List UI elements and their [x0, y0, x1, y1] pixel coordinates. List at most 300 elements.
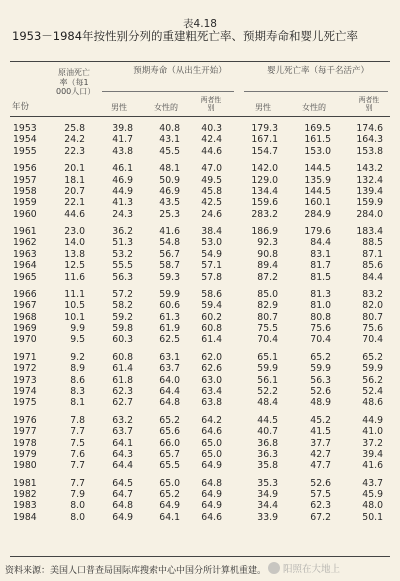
- im-male-cell: 134.4: [251, 185, 278, 197]
- im-male-cell: 154.7: [251, 145, 278, 157]
- year-cell: 1966: [13, 289, 37, 301]
- crude-death-rate-cell: 8.0: [70, 500, 85, 512]
- im-male-cell: 48.4: [257, 397, 278, 409]
- bottom-rule: [10, 556, 390, 557]
- im-male-cell: 92.3: [257, 237, 278, 249]
- year-cell: 1955: [13, 145, 37, 157]
- im-female-cell: 81.3: [310, 289, 331, 301]
- le-male-cell: 44.9: [112, 185, 133, 197]
- le-female-cell: 65.0: [159, 477, 180, 489]
- le-female-cell: 64.9: [159, 500, 180, 512]
- im-female-cell: 67.2: [310, 511, 331, 523]
- im-female-cell: 59.9: [310, 363, 331, 375]
- year-cell: 1964: [13, 260, 37, 272]
- table-row: [0, 163, 400, 174]
- table-row: [0, 460, 400, 471]
- year-cell: 1974: [13, 385, 37, 397]
- crude-death-rate-cell: 11.6: [64, 271, 85, 283]
- le-female-cell: 46.9: [159, 185, 180, 197]
- year-cell: 1962: [13, 237, 37, 249]
- year-cell: 1958: [13, 185, 37, 197]
- year-cell: 1965: [13, 271, 37, 283]
- le-male-cell: 64.7: [112, 489, 133, 501]
- year-cell: 1977: [13, 426, 37, 438]
- table-row: [0, 300, 400, 311]
- table-row: [0, 272, 400, 283]
- table-row: [0, 334, 400, 345]
- im-female-cell: 81.7: [310, 260, 331, 272]
- im-both-cell: 48.6: [362, 397, 383, 409]
- im-both-cell: 139.4: [356, 185, 383, 197]
- le-both-cell: 63.4: [201, 385, 222, 397]
- table-row: [0, 438, 400, 449]
- le-female-header: 女性的: [154, 103, 178, 112]
- im-female-cell: 65.2: [310, 351, 331, 363]
- crude-death-rate-cell: 18.1: [64, 174, 85, 186]
- crude-death-rate-cell: 9.9: [70, 323, 85, 335]
- le-both-cell: 60.8: [201, 323, 222, 335]
- im-both-cell: 153.8: [356, 145, 383, 157]
- table-row: [0, 449, 400, 460]
- le-both-cell: 45.8: [201, 185, 222, 197]
- im-male-cell: 44.5: [257, 414, 278, 426]
- im-male-cell: 36.8: [257, 437, 278, 449]
- le-female-cell: 64.4: [159, 385, 180, 397]
- crude-death-rate-cell: 7.5: [70, 437, 85, 449]
- le-both-cell: 38.4: [201, 226, 222, 238]
- im-both-cell: 83.2: [362, 289, 383, 301]
- le-both-cell: 58.6: [201, 289, 222, 301]
- im-both-cell: 88.5: [362, 237, 383, 249]
- le-both-cell: 57.8: [201, 271, 222, 283]
- le-female-cell: 61.3: [159, 311, 180, 323]
- le-female-cell: 64.1: [159, 511, 180, 523]
- im-both-cell: 159.9: [356, 197, 383, 209]
- table-title: 1953－1984年按性别分列的重建粗死亡率、预期寿命和婴儿死亡率: [12, 29, 359, 43]
- im-male-cell: 89.4: [257, 260, 278, 272]
- table-row: [0, 500, 400, 511]
- year-group: [0, 289, 400, 346]
- le-both-cell: 24.6: [201, 208, 222, 220]
- le-both-cell: 62.6: [201, 363, 222, 375]
- crude-death-rate-cell: 8.3: [70, 385, 85, 397]
- le-both-cell: 65.0: [201, 437, 222, 449]
- le-male-cell: 59.2: [112, 311, 133, 323]
- le-female-cell: 64.0: [159, 374, 180, 386]
- le-female-cell: 62.5: [159, 334, 180, 346]
- crude-death-rate-cell: 12.5: [64, 260, 85, 272]
- year-cell: 1980: [13, 460, 37, 472]
- im-male-header: 男性: [255, 103, 271, 112]
- table-row: [0, 426, 400, 437]
- table-row: [0, 397, 400, 408]
- le-female-cell: 48.1: [159, 163, 180, 175]
- year-cell: 1984: [13, 511, 37, 523]
- year-cell: 1972: [13, 363, 37, 375]
- table-row: [0, 289, 400, 300]
- le-both-cell: 64.8: [201, 477, 222, 489]
- im-male-cell: 70.4: [257, 334, 278, 346]
- table-row: [0, 226, 400, 237]
- le-male-cell: 64.8: [112, 500, 133, 512]
- im-both-header: 两者性别: [358, 96, 380, 112]
- year-cell: 1957: [13, 174, 37, 186]
- life-expectancy-underline: [102, 91, 234, 92]
- im-female-cell: 160.1: [304, 197, 331, 209]
- crude-death-rate-cell: 7.6: [70, 448, 85, 460]
- le-female-cell: 59.3: [159, 271, 180, 283]
- im-male-cell: 87.2: [257, 271, 278, 283]
- year-group: [0, 478, 400, 523]
- crude-death-rate-cell: 7.7: [70, 477, 85, 489]
- im-both-cell: 87.1: [362, 248, 383, 260]
- le-both-cell: 60.2: [201, 311, 222, 323]
- le-male-cell: 53.2: [112, 248, 133, 260]
- im-both-cell: 37.2: [362, 437, 383, 449]
- header-rule: [10, 116, 390, 117]
- im-male-cell: 40.7: [257, 426, 278, 438]
- life-expectancy-group-header: 预期寿命（从出生开始）: [133, 66, 227, 76]
- le-male-cell: 63.7: [112, 426, 133, 438]
- im-male-cell: 75.5: [257, 323, 278, 335]
- im-both-cell: 174.6: [356, 123, 383, 134]
- le-both-cell: 64.6: [201, 511, 222, 523]
- table-row: [0, 323, 400, 334]
- im-female-cell: 70.4: [310, 334, 331, 346]
- le-male-cell: 43.8: [112, 145, 133, 157]
- le-male-cell: 60.8: [112, 351, 133, 363]
- year-group: [0, 415, 400, 472]
- le-female-cell: 45.5: [159, 145, 180, 157]
- le-male-cell: 36.2: [112, 226, 133, 238]
- le-both-cell: 59.4: [201, 300, 222, 312]
- crude-death-rate-cell: 8.6: [70, 374, 85, 386]
- le-female-cell: 54.8: [159, 237, 180, 249]
- im-both-cell: 41.6: [362, 460, 383, 472]
- im-female-cell: 48.9: [310, 397, 331, 409]
- le-male-cell: 64.5: [112, 477, 133, 489]
- table-row: [0, 186, 400, 197]
- im-both-cell: 43.7: [362, 477, 383, 489]
- year-cell: 1969: [13, 323, 37, 335]
- le-male-cell: 39.8: [112, 123, 133, 134]
- im-male-cell: 34.9: [257, 489, 278, 501]
- year-cell: 1983: [13, 500, 37, 512]
- im-both-cell: 132.4: [356, 174, 383, 186]
- le-both-cell: 42.5: [201, 197, 222, 209]
- im-female-cell: 179.6: [304, 226, 331, 238]
- im-both-cell: 65.2: [362, 351, 383, 363]
- table-row: [0, 134, 400, 145]
- le-female-cell: 58.7: [159, 260, 180, 272]
- im-female-cell: 37.7: [310, 437, 331, 449]
- table-row: [0, 478, 400, 489]
- im-male-cell: 85.0: [257, 289, 278, 301]
- le-both-cell: 63.8: [201, 397, 222, 409]
- im-female-cell: 45.2: [310, 414, 331, 426]
- im-both-cell: 56.2: [362, 374, 383, 386]
- le-both-cell: 47.0: [201, 163, 222, 175]
- table-row: [0, 146, 400, 157]
- table-row: [0, 312, 400, 323]
- crude-death-rate-cell: 7.9: [70, 489, 85, 501]
- im-both-cell: 164.3: [356, 134, 383, 146]
- le-male-cell: 64.9: [112, 511, 133, 523]
- le-both-cell: 64.9: [201, 460, 222, 472]
- le-male-cell: 64.1: [112, 437, 133, 449]
- year-cell: 1981: [13, 477, 37, 489]
- source-note: 资料来源：美国人口普查局国际库搜索中心中国分所计算机重建。: [5, 566, 267, 576]
- im-female-cell: 62.3: [310, 500, 331, 512]
- crude-death-rate-cell: 22.1: [64, 197, 85, 209]
- le-both-cell: 49.5: [201, 174, 222, 186]
- im-female-cell: 52.6: [310, 477, 331, 489]
- crude-death-rate-cell: 13.8: [64, 248, 85, 260]
- le-female-cell: 41.6: [159, 226, 180, 238]
- im-male-cell: 129.0: [251, 174, 278, 186]
- le-female-cell: 66.0: [159, 437, 180, 449]
- im-female-cell: 81.0: [310, 300, 331, 312]
- le-female-cell: 40.8: [159, 123, 180, 134]
- im-female-cell: 75.6: [310, 323, 331, 335]
- crude-death-rate-cell: 8.1: [70, 397, 85, 409]
- im-female-cell: 83.1: [310, 248, 331, 260]
- le-male-cell: 58.2: [112, 300, 133, 312]
- year-group: [0, 352, 400, 409]
- le-female-cell: 56.7: [159, 248, 180, 260]
- im-male-cell: 283.2: [251, 208, 278, 220]
- im-both-cell: 80.7: [362, 311, 383, 323]
- year-group: [0, 123, 400, 157]
- im-both-cell: 85.6: [362, 260, 383, 272]
- im-male-cell: 59.9: [257, 363, 278, 375]
- le-both-cell: 53.0: [201, 237, 222, 249]
- im-both-cell: 50.1: [362, 511, 383, 523]
- le-both-cell: 44.6: [201, 145, 222, 157]
- year-cell: 1975: [13, 397, 37, 409]
- im-male-cell: 82.9: [257, 300, 278, 312]
- le-female-cell: 63.1: [159, 351, 180, 363]
- le-male-cell: 51.3: [112, 237, 133, 249]
- im-both-cell: 48.0: [362, 500, 383, 512]
- im-female-cell: 144.5: [304, 185, 331, 197]
- im-both-cell: 70.4: [362, 334, 383, 346]
- year-cell: 1959: [13, 197, 37, 209]
- crude-death-rate-cell: 44.6: [64, 208, 85, 220]
- im-male-cell: 186.9: [251, 226, 278, 238]
- year-cell: 1976: [13, 414, 37, 426]
- infant-mortality-underline: [244, 91, 388, 92]
- im-male-cell: 35.8: [257, 460, 278, 472]
- le-male-cell: 59.8: [112, 323, 133, 335]
- le-female-cell: 43.1: [159, 134, 180, 146]
- im-female-cell: 56.3: [310, 374, 331, 386]
- im-female-cell: 47.7: [310, 460, 331, 472]
- le-male-cell: 46.1: [112, 163, 133, 175]
- year-cell: 1970: [13, 334, 37, 346]
- year-cell: 1953: [13, 123, 37, 134]
- year-group: [0, 163, 400, 220]
- le-female-cell: 65.2: [159, 489, 180, 501]
- le-male-cell: 63.2: [112, 414, 133, 426]
- le-female-cell: 60.6: [159, 300, 180, 312]
- year-cell: 1956: [13, 163, 37, 175]
- crude-death-rate-cell: 11.1: [64, 289, 85, 301]
- table-body: [0, 123, 400, 529]
- le-female-cell: 59.9: [159, 289, 180, 301]
- watermark-icon: [268, 562, 280, 574]
- le-both-cell: 42.4: [201, 134, 222, 146]
- le-both-cell: 40.3: [201, 123, 222, 134]
- le-female-cell: 50.9: [159, 174, 180, 186]
- im-female-cell: 284.9: [304, 208, 331, 220]
- le-male-cell: 61.4: [112, 363, 133, 375]
- im-female-cell: 81.5: [310, 271, 331, 283]
- le-male-cell: 64.4: [112, 460, 133, 472]
- im-female-cell: 144.5: [304, 163, 331, 175]
- le-female-cell: 65.5: [159, 460, 180, 472]
- im-female-header: 女性的: [302, 103, 326, 112]
- im-male-cell: 52.2: [257, 385, 278, 397]
- im-female-cell: 84.4: [310, 237, 331, 249]
- table-row: [0, 512, 400, 523]
- year-cell: 1954: [13, 134, 37, 146]
- im-both-cell: 84.4: [362, 271, 383, 283]
- crude-death-rate-cell: 10.1: [64, 311, 85, 323]
- im-female-cell: 135.9: [304, 174, 331, 186]
- le-female-cell: 65.6: [159, 426, 180, 438]
- le-female-cell: 63.7: [159, 363, 180, 375]
- im-male-cell: 56.1: [257, 374, 278, 386]
- crude-death-rate-cell: 7.8: [70, 414, 85, 426]
- le-female-cell: 43.5: [159, 197, 180, 209]
- le-both-header: 两者性别: [200, 96, 222, 112]
- year-cell: 1978: [13, 437, 37, 449]
- le-both-cell: 64.2: [201, 414, 222, 426]
- le-male-cell: 57.2: [112, 289, 133, 301]
- im-male-cell: 167.1: [251, 134, 278, 146]
- crude-death-rate-cell: 9.5: [70, 334, 85, 346]
- crude-death-rate-cell: 20.7: [64, 185, 85, 197]
- le-male-cell: 41.3: [112, 197, 133, 209]
- im-female-cell: 80.8: [310, 311, 331, 323]
- le-female-cell: 61.9: [159, 323, 180, 335]
- le-male-cell: 41.7: [112, 134, 133, 146]
- im-both-cell: 284.0: [356, 208, 383, 220]
- im-male-cell: 80.7: [257, 311, 278, 323]
- year-cell: 1960: [13, 208, 37, 220]
- table-row: [0, 197, 400, 208]
- im-both-cell: 82.0: [362, 300, 383, 312]
- table-row: [0, 489, 400, 500]
- le-male-cell: 64.3: [112, 448, 133, 460]
- infant-mortality-group-header: 婴儿死亡率（每千名活产）: [266, 66, 369, 76]
- table-row: [0, 237, 400, 248]
- im-male-cell: 90.8: [257, 248, 278, 260]
- crude-death-rate-cell: 14.0: [64, 237, 85, 249]
- im-male-cell: 65.1: [257, 351, 278, 363]
- im-both-cell: 143.2: [356, 163, 383, 175]
- le-both-cell: 64.9: [201, 489, 222, 501]
- year-cell: 1968: [13, 311, 37, 323]
- im-female-cell: 161.5: [304, 134, 331, 146]
- year-group: [0, 226, 400, 283]
- im-male-cell: 36.3: [257, 448, 278, 460]
- crude-death-rate-cell: 9.2: [70, 351, 85, 363]
- le-male-cell: 61.8: [112, 374, 133, 386]
- im-male-cell: 142.0: [251, 163, 278, 175]
- le-male-header: 男性: [111, 103, 127, 112]
- top-rule: [10, 61, 390, 62]
- crude-death-rate-cell: 7.7: [70, 426, 85, 438]
- crude-death-rate-cell: 24.2: [64, 134, 85, 146]
- le-both-cell: 65.0: [201, 448, 222, 460]
- crude-death-rate-cell: 23.0: [64, 226, 85, 238]
- crude-death-rate-cell: 7.7: [70, 460, 85, 472]
- le-male-cell: 62.3: [112, 385, 133, 397]
- im-female-cell: 42.7: [310, 448, 331, 460]
- watermark-text: 阳照在大地上: [283, 564, 341, 575]
- year-cell: 1973: [13, 374, 37, 386]
- im-male-cell: 159.6: [251, 197, 278, 209]
- le-female-cell: 64.8: [159, 397, 180, 409]
- table-row: [0, 123, 400, 134]
- year-header: 年份: [12, 102, 30, 112]
- im-both-cell: 39.4: [362, 448, 383, 460]
- year-cell: 1963: [13, 248, 37, 260]
- le-male-cell: 60.3: [112, 334, 133, 346]
- le-female-cell: 25.3: [159, 208, 180, 220]
- im-female-cell: 52.6: [310, 385, 331, 397]
- crude-death-rate-header: 原油死亡率（每1 000人口）: [56, 68, 96, 96]
- le-male-cell: 24.3: [112, 208, 133, 220]
- im-male-cell: 34.4: [257, 500, 278, 512]
- im-both-cell: 41.0: [362, 426, 383, 438]
- im-female-cell: 41.5: [310, 426, 331, 438]
- le-female-cell: 65.7: [159, 448, 180, 460]
- im-male-cell: 179.3: [251, 123, 278, 134]
- le-male-cell: 55.5: [112, 260, 133, 272]
- im-both-cell: 52.4: [362, 385, 383, 397]
- table-row: [0, 352, 400, 363]
- table-row: [0, 249, 400, 260]
- le-male-cell: 62.7: [112, 397, 133, 409]
- crude-death-rate-cell: 8.9: [70, 363, 85, 375]
- im-female-cell: 57.5: [310, 489, 331, 501]
- table-row: [0, 375, 400, 386]
- im-both-cell: 44.9: [362, 414, 383, 426]
- crude-death-rate-cell: 22.3: [64, 145, 85, 157]
- year-cell: 1971: [13, 351, 37, 363]
- year-cell: 1982: [13, 489, 37, 501]
- le-both-cell: 57.1: [201, 260, 222, 272]
- le-male-cell: 56.3: [112, 271, 133, 283]
- crude-death-rate-cell: 25.8: [64, 123, 85, 134]
- table-row: [0, 175, 400, 186]
- im-both-cell: 59.9: [362, 363, 383, 375]
- table-row: [0, 260, 400, 271]
- im-female-cell: 169.5: [304, 123, 331, 134]
- le-both-cell: 64.6: [201, 426, 222, 438]
- table-row: [0, 386, 400, 397]
- le-both-cell: 54.9: [201, 248, 222, 260]
- crude-death-rate-cell: 20.1: [64, 163, 85, 175]
- table-row: [0, 415, 400, 426]
- le-both-cell: 61.4: [201, 334, 222, 346]
- le-both-cell: 63.0: [201, 374, 222, 386]
- table-number: 表4.18: [183, 18, 217, 30]
- im-female-cell: 153.0: [304, 145, 331, 157]
